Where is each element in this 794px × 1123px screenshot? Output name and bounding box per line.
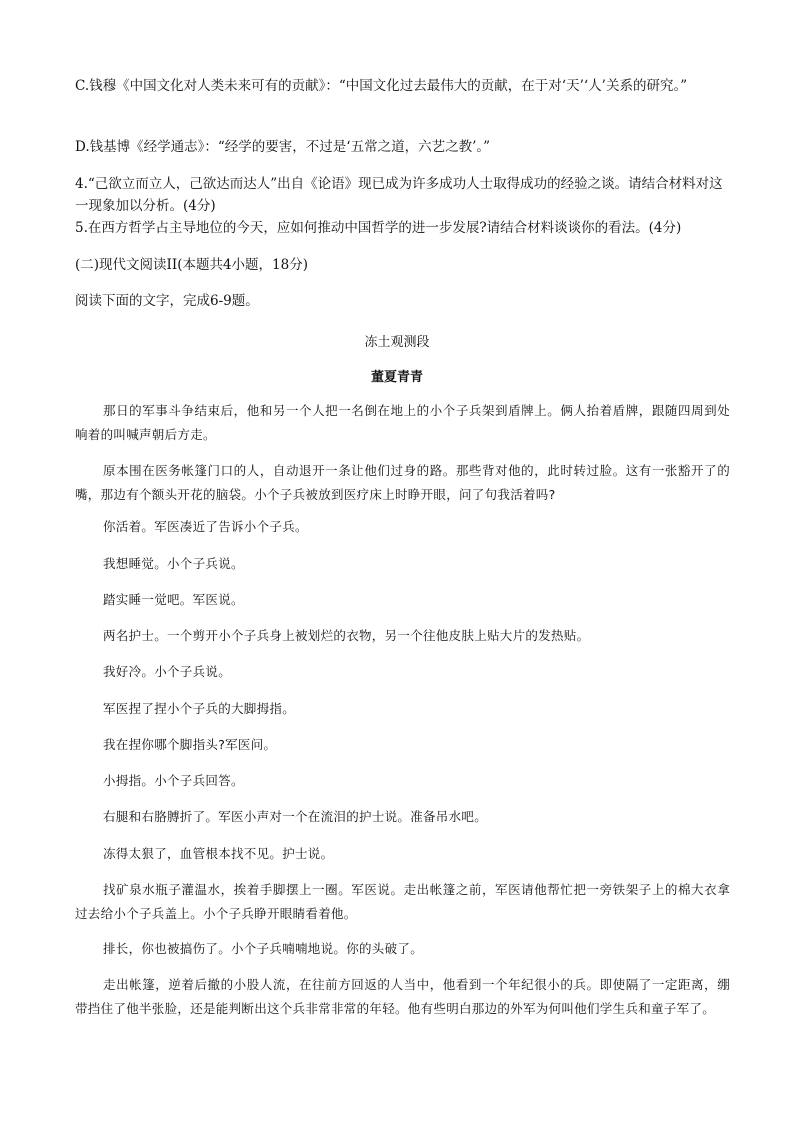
article-author: 董夏青青	[370, 370, 423, 385]
section-heading: (二)现代文阅读II(本题共4小题，18分)	[75, 257, 308, 273]
article-paragraph: 两名护士。一个剪开小个子兵身上被划烂的衣物，另一个往他皮肤上贴大片的发热贴。	[103, 628, 590, 643]
article-paragraph: 那日的军事斗争结束后，他和另一个人把一名倒在地上的小个子兵架到盾牌上。俩人抬着盾牌，跟随四周到处响着的叫喊声朝后方走。	[75, 403, 730, 442]
section-instruction: 阅读下面的文字，完成6-9题。	[75, 293, 259, 309]
article-paragraph: 冻得太狠了，血管根本找不见。护士说。	[103, 846, 334, 861]
article-paragraph: 我想睡觉。小个子兵说。	[103, 556, 244, 571]
article-paragraph: 走出帐篷，逆着后撤的小股人流，在往前方回返的人当中，他看到一个年纪很小的兵。即使隔了一定距离，绷带挡住了他半张脸，还是能判断出这个兵非常非常的年轻。他有些明白那边的外军为何叫他们学生兵和童子军了。	[75, 977, 730, 1016]
article-paragraph: 我好冷。小个子兵说。	[103, 664, 232, 679]
option-d: D.钱基博《经学通志》：“经学的要害，不过是‘五常之道，六艺之教’。”	[75, 139, 491, 155]
article-paragraph: 军医捏了捏小个子兵的大脚拇指。	[103, 701, 296, 716]
article-paragraph: 右腿和右胳膊折了。军医小声对一个在流泪的护士说。准备吊水吧。	[103, 809, 488, 824]
article-paragraph: 我在捏你哪个脚指头?军医问。	[103, 737, 277, 752]
article-paragraph: 原本围在医务帐篷门口的人，自动退开一条让他们过身的路。那些背对他的，此时转过脸。这有一张豁开了的嘴，那边有个额头开花的脑袋。小个子兵被放到医疗床上时睁开眼，问了句我活着吗?	[75, 463, 730, 502]
article-paragraph: 踏实睡一觉吧。军医说。	[103, 592, 244, 607]
question-4: 4.“己欲立而立人，己欲达而达人”出自《论语》现已成为许多成功人士取得成功的经验之谈。请结合材料对这一现象加以分析。(4分)	[75, 176, 723, 214]
article-paragraph: 你活着。军医凑近了告诉小个子兵。	[103, 519, 308, 534]
article-paragraph: 小拇指。小个子兵回答。	[103, 773, 244, 788]
option-c: C.钱穆《中国文化对人类未来可有的贡献》：“中国文化过去最伟大的贡献，在于对‘天’‘人’关系的研究。”	[75, 78, 688, 94]
article-paragraph: 找矿泉水瓶子灌温水，挨着手脚摆上一圈。军医说。走出帐篷之前，军医请他帮忙把一旁铁架子上的棉大衣拿过去给小个子兵盖上。小个子兵睁开眼睛看着他。	[75, 882, 730, 921]
article-paragraph: 排长，你也被搞伤了。小个子兵喃喃地说。你的头破了。	[103, 941, 424, 956]
article-title: 冻土观测段	[364, 335, 430, 350]
question-5: 5.在西方哲学占主导地位的今天，应如何推动中国哲学的进一步发展?请结合材料谈谈你的看法。(4分)	[75, 220, 682, 236]
